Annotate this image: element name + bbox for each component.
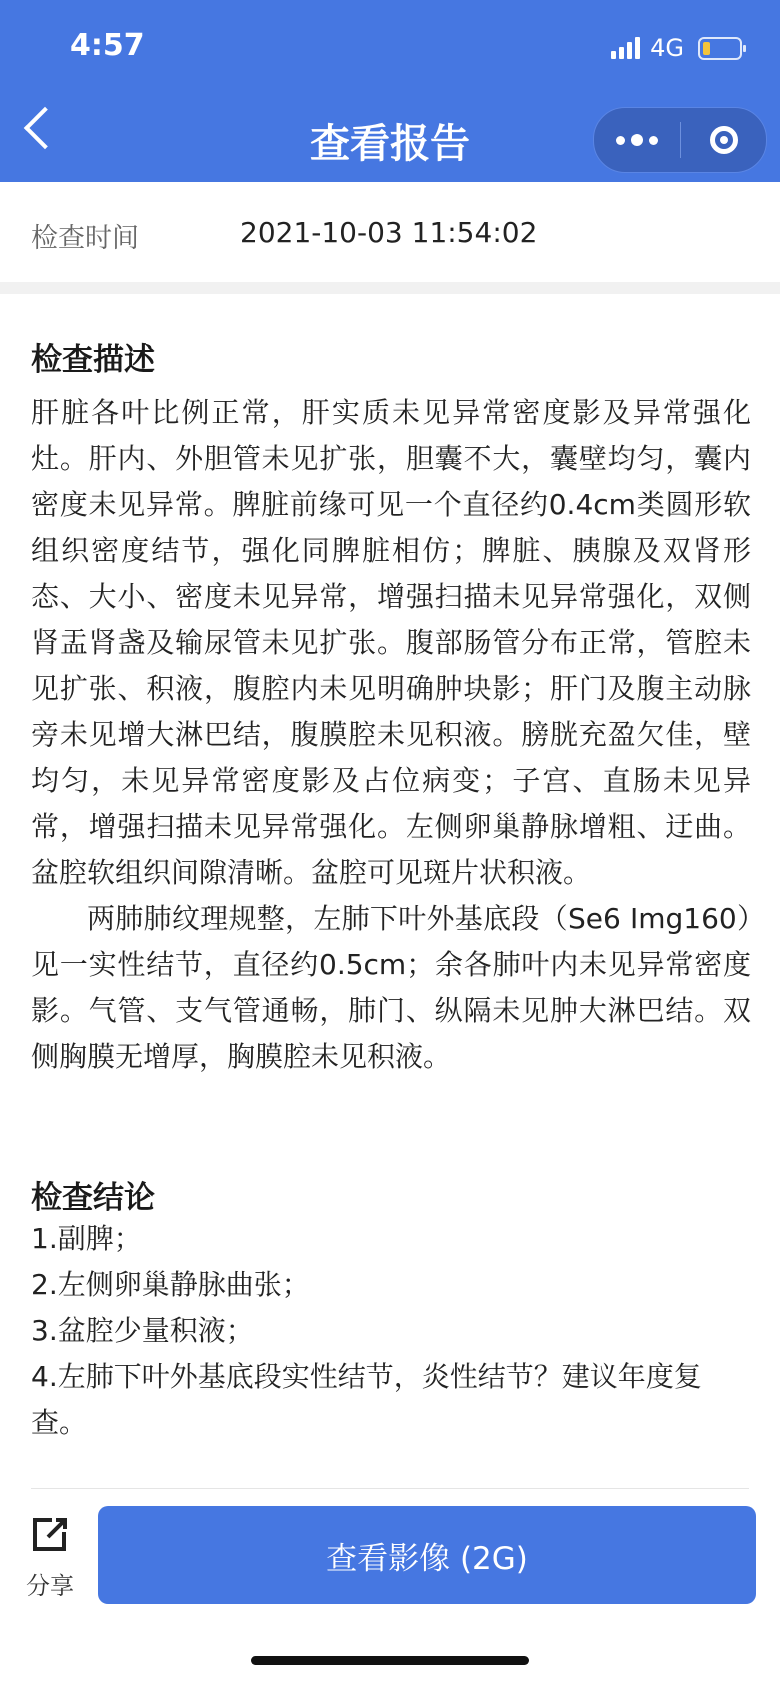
description-paragraph: 肝脏各叶比例正常，肝实质未见异常密度影及异常强化灶。肝内、外胆管未见扩张，胆囊不大，囊壁均匀，囊内密度未见异常。脾脏前缘可见一个直径约0.4cm类圆形软组织密度结节，强化同脾脏相仿；脾脏、胰腺及双肾形态、大小、密度未见异常，增强扫描未见异常强化，双侧肾盂肾盏及输尿管未见扩张。腹部肠管分布正常，管腔未见扩张、积液，腹腔内未见明确肿块影；肝门及腹主动脉旁未见增大淋巴结，腹膜腔未见积液。膀胱充盈欠佳，壁均匀，未见异常密度影及占位病变；子宫、直肠未见异常，增强扫描未见异常强化。左侧卵巢静脉增粗、迂曲。盆腔软组织间隙清晰。盆腔可见斑片状积液。	[31, 396, 751, 889]
bottom-divider	[31, 1488, 749, 1489]
description-title: 检查描述	[31, 342, 155, 378]
conclusion-list	[31, 1216, 751, 1446]
status-time: 4:57	[70, 28, 145, 63]
section-divider	[0, 282, 780, 294]
share-label: 分享	[26, 1572, 74, 1600]
page-title: 查看报告	[310, 121, 470, 167]
share-button[interactable]	[24, 1512, 76, 1601]
conclusion-item: 3.盆腔少量积液；	[31, 1314, 254, 1347]
status-indicators	[611, 34, 742, 62]
conclusion-title: 检查结论	[31, 1180, 155, 1216]
network-type: 4G	[650, 34, 684, 62]
more-dots-icon[interactable]	[594, 108, 680, 172]
conclusion-item: 4.左肺下叶外基底段实性结节，炎性结节？建议年度复查。	[31, 1360, 702, 1439]
share-external-icon	[28, 1512, 72, 1556]
home-indicator	[251, 1656, 529, 1665]
conclusion-item: 1.副脾；	[31, 1222, 142, 1255]
target-circle-icon[interactable]	[681, 108, 766, 172]
view-images-button[interactable]: 查看影像 (2G)	[98, 1506, 756, 1604]
mini-program-capsule	[593, 107, 767, 173]
description-body	[31, 390, 751, 1080]
conclusion-item: 2.左侧卵巢静脉曲张；	[31, 1268, 310, 1301]
signal-icon	[611, 37, 640, 59]
exam-time-value: 2021-10-03 11:54:02	[240, 216, 538, 249]
battery-icon	[698, 37, 742, 60]
exam-time-row	[0, 182, 780, 282]
description-paragraph: 两肺肺纹理规整，左肺下叶外基底段（Se6 Img160）见一实性结节，直径约0.5cm；余各肺叶内未见异常密度影。气管、支气管通畅，肺门、纵隔未见肿大淋巴结。双侧胸膜无增厚，胸膜腔未见积液。	[31, 902, 751, 1073]
exam-time-label: 检查时间	[31, 223, 139, 254]
header-bar	[0, 0, 780, 182]
